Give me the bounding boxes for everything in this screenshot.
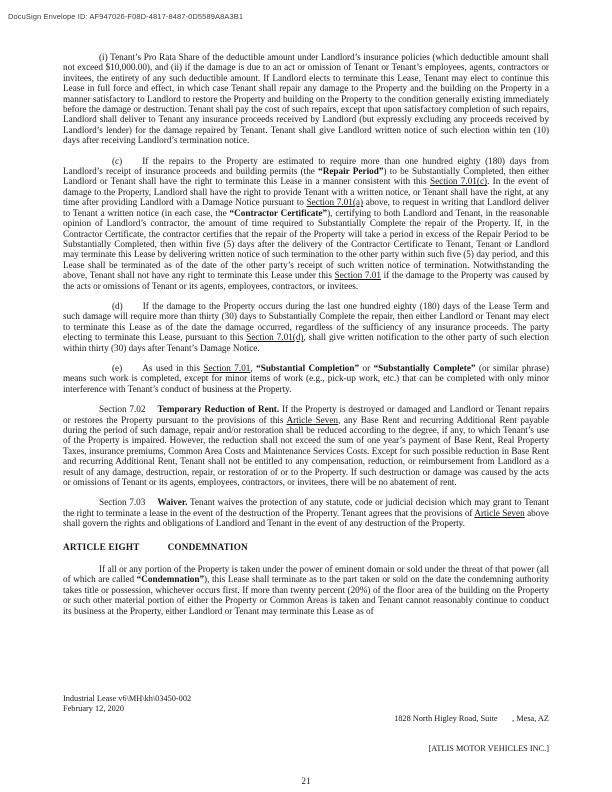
footer-left-block <box>63 694 191 774</box>
footer-tenant-name: [ATLIS MOTOR VEHICLES INC.] <box>428 744 549 753</box>
text-run: (c) <box>112 155 123 166</box>
text-run: If all or any portion of the Property is taken under the power of eminent domain or sold under the threat of that power (all of which are called <box>63 564 549 585</box>
section-7-02-temporary-reduction-of-rent <box>63 404 549 487</box>
text-run: or <box>359 362 374 373</box>
cross-reference-link[interactable]: Section 7.01 <box>203 362 251 373</box>
article-eight-heading <box>63 542 549 552</box>
defined-term: CONDEMNATION <box>167 541 248 552</box>
section-7-03-waiver <box>63 497 549 528</box>
page-footer <box>63 694 549 774</box>
text-run: Section 7.03 <box>99 497 146 508</box>
text-run: Section 7.02 <box>99 404 146 415</box>
text-run: If the Property is destroyed or damaged and Landlord or Tenant repairs or restores the Property pursuant to the provisions of this <box>63 404 550 425</box>
text-run: (i) Tenant’s Pro Rata Share of the deductible amount under Landlord’s insurance policies (which deductible amount shall not exceed $10,000.00), and (ii) if the damage is due to an act or omission of Tenant or Tenant’s employees, agents, contractors or invitees, the entirety of any such deductible amount. If Landlord elects to terminate this Lease, Tenant may elect to continue this Lease in full force and effect, in which case Tenant shall repair any damage to the Property and the building on the Property in a manner satisfactory to Landlord to restore the Property and building on the Property to the condition generally existing immediately before the damage or destruction. Tenant shall pay the cost of such repairs, except that upon satisfactory completion of such repairs, Landlord shall deliver to Tenant any insurance proceeds received by Landlord (but expressly excluding any proceeds received by Landlord’s lender) for the damage repaired by Tenant. Tenant shall give Landlord written notice of such election within ten (10) days after receiving Landlord’s termination notice. <box>63 52 549 146</box>
clause-7-01-d <box>63 301 549 353</box>
document-body <box>63 52 549 626</box>
defined-term: “Repair Period” <box>318 166 384 177</box>
text-run: . In the event of damage to the Property, Landlord shall have the right to provide Tenant with a written notice, or Tenant shall have the right, at any time after providing Landlord with a Damage Notice pursuant to <box>63 176 549 208</box>
defined-term: “Contractor Certificate” <box>229 207 328 218</box>
text-run: ), this Lease shall terminate as to the part taken or sold on the date the condemning authority takes title or possession, whichever occurs first. If more than twenty percent (20%) of the floor area of the building on the Property or such other material portion of either the Property or Common Areas is taken and Tenant cannot reasonably continue to conduct its business at the Property, either Landlord or Tenant may terminate this Lease as of <box>63 574 549 616</box>
cross-reference-link[interactable]: Article Seven <box>474 507 525 518</box>
text-run: , any Base Rent and recurring Additional Rent payable during the period of such damage, repair and/or restoration shall be reduced according to the degree, if any, to which Tenant’s use of the Property is impaired. However, the reduction shall not exceed the sum of one year’s payment of Base Rent, Real Property Taxes, insurance premiums, Common Area Costs and Maintenance Services Costs. Except for such possible reduction in Base Rent and recurring Additional Rent, Tenant shall not be entitled to any compensation, reduction, or reimbursement from Landlord as a result of any damage, destruction, repair, or restoration of or to the Property. If such destruction or damage was caused by the acts or omissions of Tenant or its agents, employees, contractors, or invitees, there will be no abatement of rent. <box>63 414 549 488</box>
footer-document-reference: Industrial Lease v6\MH\kh\03450-002 <box>63 694 192 703</box>
text-run: above shall govern the rights and obligations of Landlord and Tenant in the event of any destruction of the Property. <box>63 507 550 529</box>
text-run: , shall give written notification to the other party of such election within thirty (30) days after Tenant’s Damage Notice. <box>63 332 549 353</box>
text-run: As used in this <box>142 362 204 373</box>
text-run: If the damage to the Property occurs during the last one hundred eighty (180) days of the Lease Term and such damage will require more than thirty (30) days to Substantially Complete the repair, then either Landlord or Tenant may elect to terminate this Lease as of the date the damage occurred, regardless of the sufficiency of any insurance proceeds. The party electing to terminate this Lease, pursuant to this <box>63 300 549 343</box>
footer-document-date: February 12, 2020 <box>63 704 125 713</box>
text-run: ), certifying to both Landlord and Tenant, in the reasonable opinion of Landlord’s contractor, the amount of time required to Substantially Complete the repair of the Property. If, in the Contractor Certificate, the contractor certifies that the repair of the Property will take a period in excess of the Repair Period to be Substantially Completed, then within five (5) days after the delivery of the Contractor Certificate to Tenant, Tenant or Landlord may terminate this Lease by delivering written notice of such termination to the other party within such five (5) day period, and this Lease shall be terminated as of the date of the other party’s receipt of such written notice of termination. Notwithstanding the above, Tenant shall not have any right to terminate this Lease under this <box>63 207 549 281</box>
text-run: , <box>250 362 257 373</box>
defined-term: “Substantial Completion” <box>256 362 360 373</box>
footer-property-address: 1828 North Higley Road, Suite , Mesa, AZ <box>394 714 549 723</box>
page-number: 21 <box>301 776 311 786</box>
text-run: Tenant waives the protection of any statute, code or judicial decision which may grant to Tenant the right to terminate a lease in the event of the destruction of the Property. Tenant agrees that the provisions of <box>63 497 549 518</box>
docusign-envelope-id: DocuSign Envelope ID: AF947026-F08D-4817-8487-0D5589A8A3B1 <box>8 12 244 21</box>
cross-reference-link[interactable]: Section 7.01(a) <box>306 197 364 208</box>
clause-7-01-c <box>63 156 549 291</box>
defined-term: Waiver. <box>157 497 188 508</box>
text-run: (e) <box>112 362 123 373</box>
text-run: (or similar phrase) means such work is completed, except for minor items of work (e.g., pick-up work, etc.) that can be completed with only minor interference with Tenant’s conduct of business at the Property. <box>63 362 550 394</box>
text-run: (d) <box>112 300 123 311</box>
cross-reference-link[interactable]: Section 7.01(d) <box>246 332 304 343</box>
defined-term: ARTICLE EIGHT <box>63 541 140 552</box>
text-run: if the damage to the Property was caused by the acts or omissions of Tenant or its agents, employees, contractors, or invitees. <box>63 270 550 291</box>
text-run: ) to be Substantially Completed, then either Landlord or Tenant shall have the right to terminate this Lease in a manner consistent with this <box>63 166 549 187</box>
cross-reference-link[interactable]: Section 7.01(c) <box>429 176 488 187</box>
text-run: If the repairs to the Property are estimated to require more than one hundred eighty (180) days from Landlord’s receipt of insurance proceeds and building permits (the <box>63 155 549 177</box>
footer-right-block <box>394 694 549 774</box>
cross-reference-link[interactable]: Section 7.01 <box>334 270 381 281</box>
clause-7-01-e <box>63 363 549 394</box>
cross-reference-link[interactable]: Article Seven <box>286 414 339 425</box>
defined-term: Temporary Reduction of Rent. <box>157 404 280 415</box>
defined-term: “Substantially Complete” <box>373 362 476 373</box>
clause-condemnation <box>63 564 549 616</box>
defined-term: “Condemnation” <box>136 574 205 585</box>
text-run: above, to request in writing that Landlord deliver to Tenant a written notice (in each case, the <box>63 197 549 218</box>
clause-deductible-continuation <box>63 52 549 146</box>
